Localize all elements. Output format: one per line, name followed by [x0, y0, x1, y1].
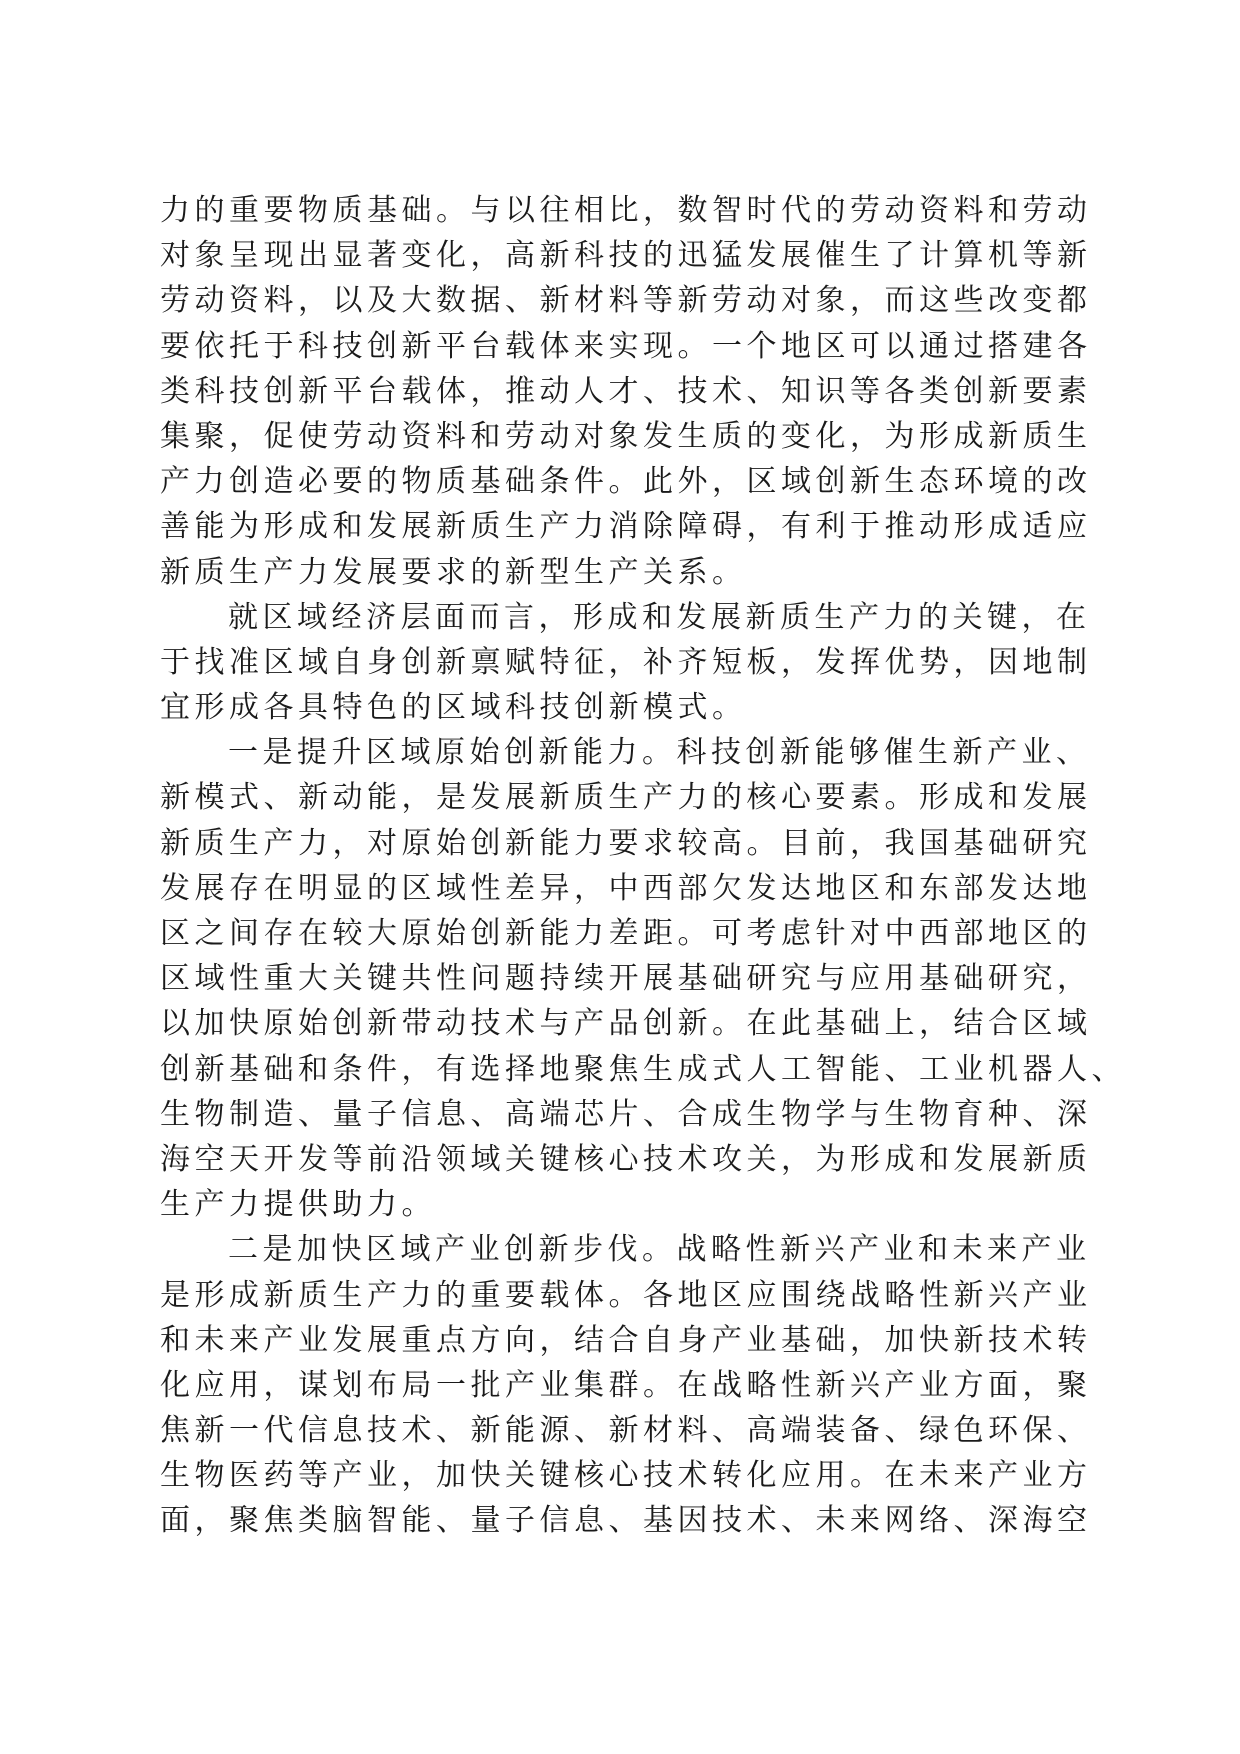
text-line: 新质生产力，对原始创新能力要求较高。目前，我国基础研究	[160, 825, 1092, 861]
text-line: 化应用，谋划布局一批产业集群。在战略性新兴产业方面，聚	[160, 1367, 1092, 1403]
text-line: 类科技创新平台载体，推动人才、技术、知识等各类创新要素	[160, 373, 1092, 409]
text-line: 生物制造、量子信息、高端芯片、合成生物学与生物育种、深	[160, 1096, 1092, 1132]
text-line: 和未来产业发展重点方向，结合自身产业基础，加快新技术转	[160, 1322, 1092, 1358]
text-line: 要依托于科技创新平台载体来实现。一个地区可以通过搭建各	[160, 328, 1092, 364]
paragraph-first-line: 二是加快区域产业创新步伐。战略性新兴产业和未来产业	[228, 1232, 1091, 1268]
text-line: 生产力提供助力。	[160, 1187, 436, 1223]
text-line: 海空天开发等前沿领域关键核心技术攻关，为形成和发展新质	[160, 1141, 1092, 1177]
text-line: 区域性重大关键共性问题持续开展基础研究与应用基础研究，	[160, 961, 1092, 997]
text-line: 面，聚焦类脑智能、量子信息、基因技术、未来网络、深海空	[160, 1503, 1092, 1539]
text-line: 力的重要物质基础。与以往相比，数智时代的劳动资料和劳动	[160, 193, 1092, 228]
text-line: 宜形成各具特色的区域科技创新模式。	[160, 690, 747, 726]
text-line: 对象呈现出显著变化，高新科技的迅猛发展催生了计算机等新	[160, 238, 1092, 274]
text-line: 新质生产力发展要求的新型生产关系。	[160, 554, 747, 590]
text-line: 生物医药等产业，加快关键核心技术转化应用。在未来产业方	[160, 1458, 1092, 1494]
text-line: 劳动资料，以及大数据、新材料等新劳动对象，而这些改变都	[160, 283, 1092, 319]
text-line: 产力创造必要的物质基础条件。此外，区域创新生态环境的改	[160, 464, 1092, 500]
document-body	[160, 188, 1126, 1544]
text-line: 以加快原始创新带动技术与产品创新。在此基础上，结合区域	[160, 1006, 1092, 1042]
paragraph-first-line: 就区域经济层面而言，形成和发展新质生产力的关键，在	[228, 599, 1091, 635]
text-line: 是形成新质生产力的重要载体。各地区应围绕战略性新兴产业	[160, 1277, 1092, 1313]
text-line: 创新基础和条件，有选择地聚焦生成式人工智能、工业机器人、	[160, 1051, 1126, 1087]
text-line: 发展存在明显的区域性差异，中西部欠发达地区和东部发达地	[160, 870, 1092, 906]
text-line: 区之间存在较大原始创新能力差距。可考虑针对中西部地区的	[160, 916, 1092, 951]
text-line: 于找准区域自身创新禀赋特征，补齐短板，发挥优势，因地制	[160, 644, 1092, 680]
text-line: 集聚，促使劳动资料和劳动对象发生质的变化，为形成新质生	[160, 418, 1092, 454]
text-line: 焦新一代信息技术、新能源、新材料、高端装备、绿色环保、	[160, 1413, 1092, 1449]
text-line: 新模式、新动能，是发展新质生产力的核心要素。形成和发展	[160, 780, 1092, 816]
text-line: 善能为形成和发展新质生产力消除障碍，有利于推动形成适应	[160, 509, 1092, 545]
paragraph-first-line: 一是提升区域原始创新能力。科技创新能够催生新产业、	[228, 735, 1091, 771]
